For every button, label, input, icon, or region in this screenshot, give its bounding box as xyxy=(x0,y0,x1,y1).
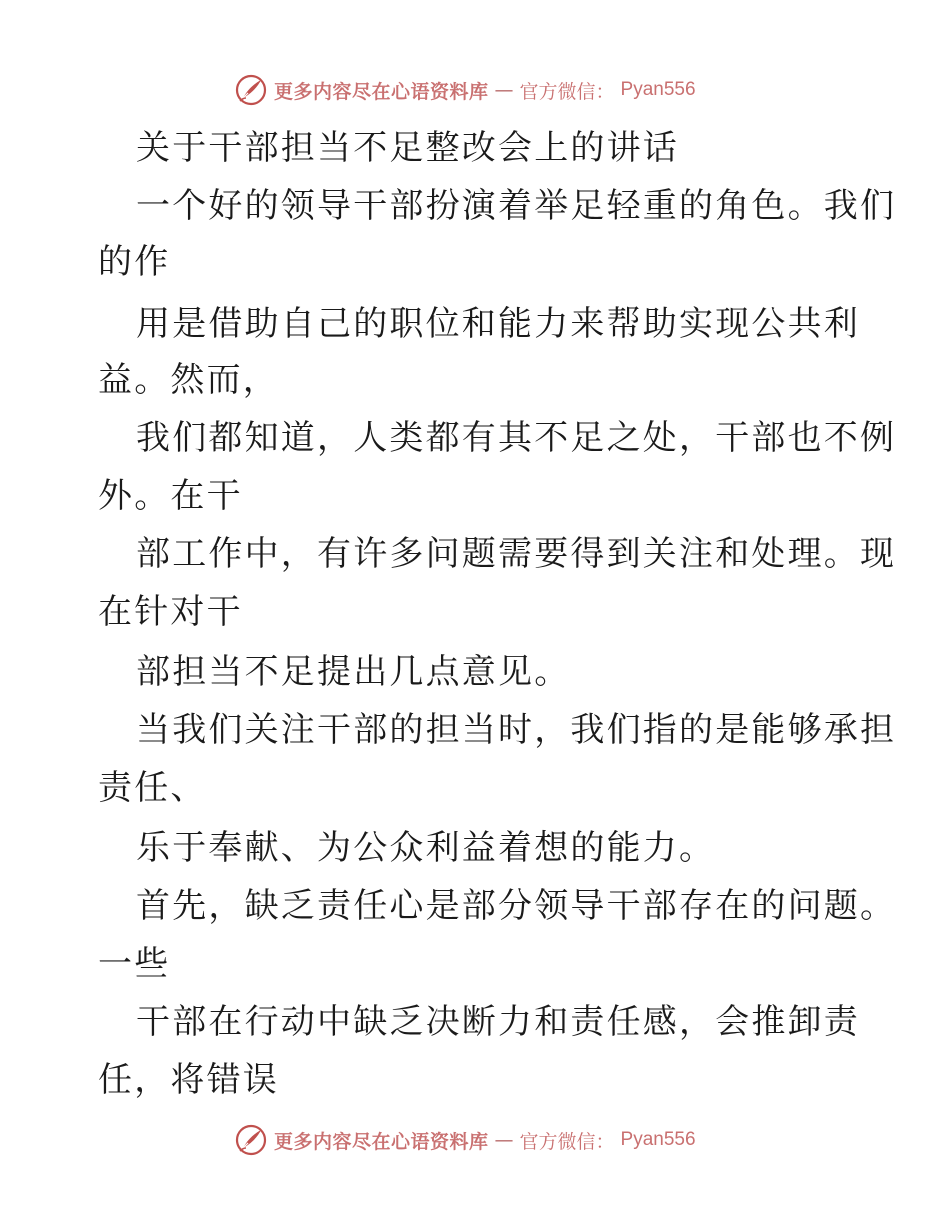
text-line: 干部在行动中缺乏决断力和责任感，会推卸责 xyxy=(136,1002,860,1042)
text-line: 外。在干 xyxy=(98,476,243,516)
text-line: 当我们关注干部的担当时，我们指的是能够承担 xyxy=(136,710,897,750)
text-line: 部担当不足提出几点意见。 xyxy=(136,652,571,692)
watermark-wechat-id: Pyan556 xyxy=(620,79,696,100)
text-line: 的作 xyxy=(98,242,171,282)
footer-watermark xyxy=(234,1122,696,1158)
watermark-wechat-id: Pyan556 xyxy=(620,1129,696,1150)
document-title: 关于干部担当不足整改会上的讲话 xyxy=(136,128,679,168)
text-line: 乐于奉献、为公众利益着想的能力。 xyxy=(136,828,716,868)
text-line: 责任、 xyxy=(98,768,207,808)
header-watermark xyxy=(234,72,696,108)
text-line: 一个好的领导干部扮演着举足轻重的角色。我们 xyxy=(136,186,897,226)
text-line: 我们都知道，人类都有其不足之处，干部也不例 xyxy=(136,418,897,458)
text-line: 部工作中，有许多问题需要得到关注和处理。现 xyxy=(136,534,897,574)
text-line: 一些 xyxy=(98,944,171,984)
watermark-label: 官方微信： xyxy=(519,1130,615,1153)
watermark-label: 官方微信： xyxy=(519,80,615,103)
text-line: 首先，缺乏责任心是部分领导干部存在的问题。 xyxy=(136,886,897,926)
quill-logo-icon xyxy=(234,1123,268,1157)
watermark-text: 更多内容尽在心语资料库 xyxy=(274,1130,489,1153)
quill-logo-icon xyxy=(234,73,268,107)
text-line: 益。然而， xyxy=(98,360,279,400)
watermark-separator: — xyxy=(494,1129,514,1151)
watermark-text: 更多内容尽在心语资料库 xyxy=(274,80,489,103)
text-line: 在针对干 xyxy=(98,592,243,632)
text-line: 用是借助自己的职位和能力来帮助实现公共利 xyxy=(136,304,860,344)
watermark-separator: — xyxy=(494,79,514,101)
text-line: 任，将错误 xyxy=(98,1060,279,1100)
